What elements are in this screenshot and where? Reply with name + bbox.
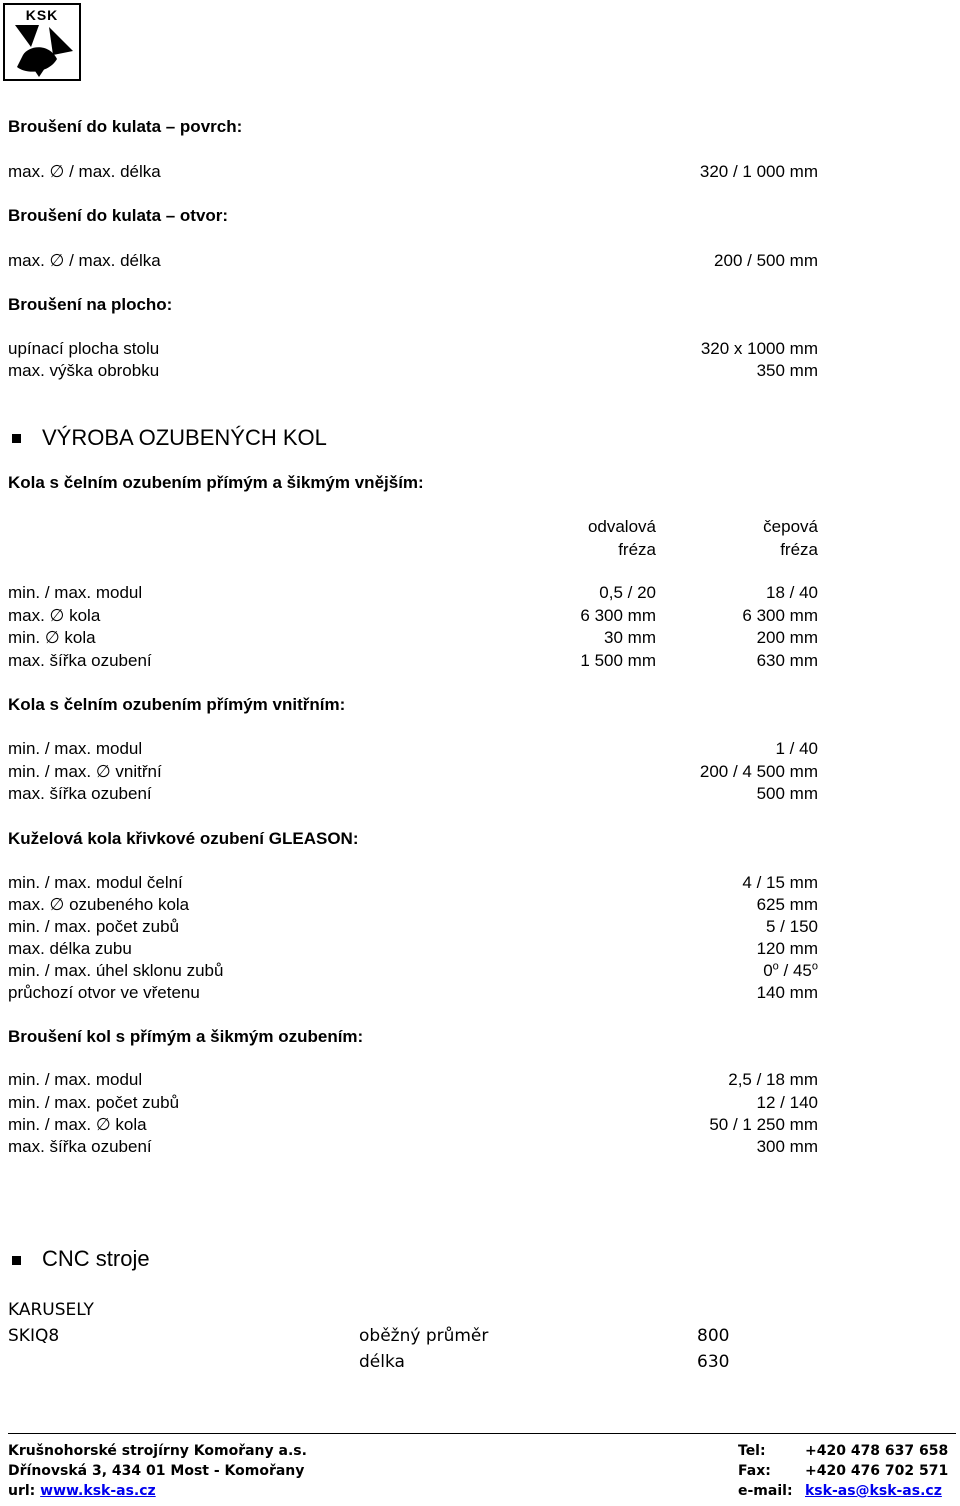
section-title-round-surface: Broušení do kulata – povrch: [8,117,243,136]
row-label: min. ∅ kola [8,628,96,647]
row-value: 0,5 / 20 [599,583,656,602]
footer-divider [8,1433,956,1434]
fax-value: +420 476 702 571 [805,1463,949,1479]
row-value: 4 / 15 mm [742,873,818,892]
row-value: 350 mm [756,361,818,380]
row-label: max. délka zubu [8,939,132,958]
row-label: max. šířka ozubení [8,1137,152,1156]
degree-sup: o [772,960,779,973]
section-title-internal: Kola s čelním ozubením přímým vnitřním: [8,695,346,714]
row-label: min. / max. modul [8,1070,143,1089]
email-row [805,1481,942,1501]
fax-label: Fax: [738,1463,771,1479]
row-value: 50 / 1 250 mm [709,1115,818,1134]
machine-name: SKIQ8 [8,1326,60,1346]
row-value: 6 300 mm [580,606,656,625]
row-label: max. ∅ / max. délka [8,251,161,270]
row-value: 200 mm [756,628,818,647]
row-value: 630 [697,1352,730,1372]
row-label: délka [359,1352,405,1372]
row-value-angle [763,961,818,981]
row-value: 200 / 4 500 mm [699,762,818,781]
col-header-hob: odvalová [587,517,656,536]
tel-value: +420 478 637 658 [805,1443,949,1459]
angle-max: / 45 [778,961,812,980]
row-value: 6 300 mm [742,606,818,625]
row-label: max. ∅ ozubeného kola [8,895,190,914]
row-label: min. / max. ∅ kola [8,1115,147,1134]
row-label: min. / max. počet zubů [8,917,180,936]
bullet-icon [12,434,21,443]
row-value: 200 / 500 mm [714,251,818,270]
col-header-hob-2: fréza [618,540,656,559]
logo-text: KSK [25,7,59,23]
row-value: 30 mm [604,628,656,647]
row-value: 320 x 1000 mm [700,339,818,358]
row-value: 500 mm [756,784,818,803]
row-label: průchozí otvor ve vřetenu [8,983,200,1002]
row-label: min. / max. modul [8,583,143,602]
company-logo [3,3,81,81]
col-header-finger: čepová [763,517,818,536]
url-label: url: [8,1483,36,1499]
footer-address: Dřínovská 3, 434 01 Most - Komořany [8,1463,305,1479]
email-link[interactable]: ksk-as@ksk-as.cz [805,1483,942,1499]
footer-company: Krušnohorské strojírny Komořany a.s. [8,1443,307,1459]
row-value: 320 / 1 000 mm [699,162,818,181]
row-label: min. / max. úhel sklonu zubů [8,961,224,980]
col-header-finger-2: fréza [780,540,818,559]
row-label: max. výška obrobku [8,361,160,380]
row-value: 1 / 40 [775,739,818,758]
heading-gear-production: VÝROBA OZUBENÝCH KOL [42,425,327,450]
row-value: 2,5 / 18 mm [728,1070,818,1089]
row-label: max. šířka ozubení [8,784,152,803]
row-value: 5 / 150 [766,917,818,936]
row-label: min. / max. modul [8,739,143,758]
row-value: 630 mm [756,651,818,670]
tel-label: Tel: [738,1443,766,1459]
row-label: max. ∅ / max. délka [8,162,161,181]
row-label: oběžný průměr [359,1326,489,1346]
row-value: 300 mm [756,1137,818,1156]
heading-cnc: CNC stroje [42,1246,150,1271]
angle-min: 0 [763,961,773,980]
section-title-round-bore: Broušení do kulata – otvor: [8,206,229,225]
website-link[interactable]: www.ksk-as.cz [40,1483,156,1499]
section-title-flat: Broušení na plocho: [8,295,173,314]
bullet-icon [12,1256,21,1265]
degree-sup: o [811,960,818,973]
row-label: min. / max. ∅ vnitřní [8,762,162,781]
logo-emblem-icon [9,21,77,79]
section-title-spur: Kola s čelním ozubením přímým a šikmým vnějším: [8,473,424,492]
row-label: max. ∅ kola [8,606,101,625]
cnc-subheading: KARUSELY [8,1300,94,1320]
footer-url [8,1481,156,1501]
section-title-gear-grinding: Broušení kol s přímým a šikmým ozubením: [8,1027,364,1046]
row-value: 18 / 40 [766,583,818,602]
row-value: 140 mm [756,983,818,1002]
row-label: max. šířka ozubení [8,651,152,670]
row-label: min. / max. počet zubů [8,1093,180,1112]
section-title-bevel: Kuželová kola křivkové ozubení GLEASON: [8,829,359,848]
row-value: 120 mm [756,939,818,958]
row-value: 625 mm [756,895,818,914]
email-label: e-mail: [738,1483,793,1499]
row-value: 12 / 140 [756,1093,818,1112]
row-value: 1 500 mm [580,651,656,670]
row-label: upínací plocha stolu [8,339,160,358]
row-label: min. / max. modul čelní [8,873,183,892]
row-value: 800 [697,1326,730,1346]
